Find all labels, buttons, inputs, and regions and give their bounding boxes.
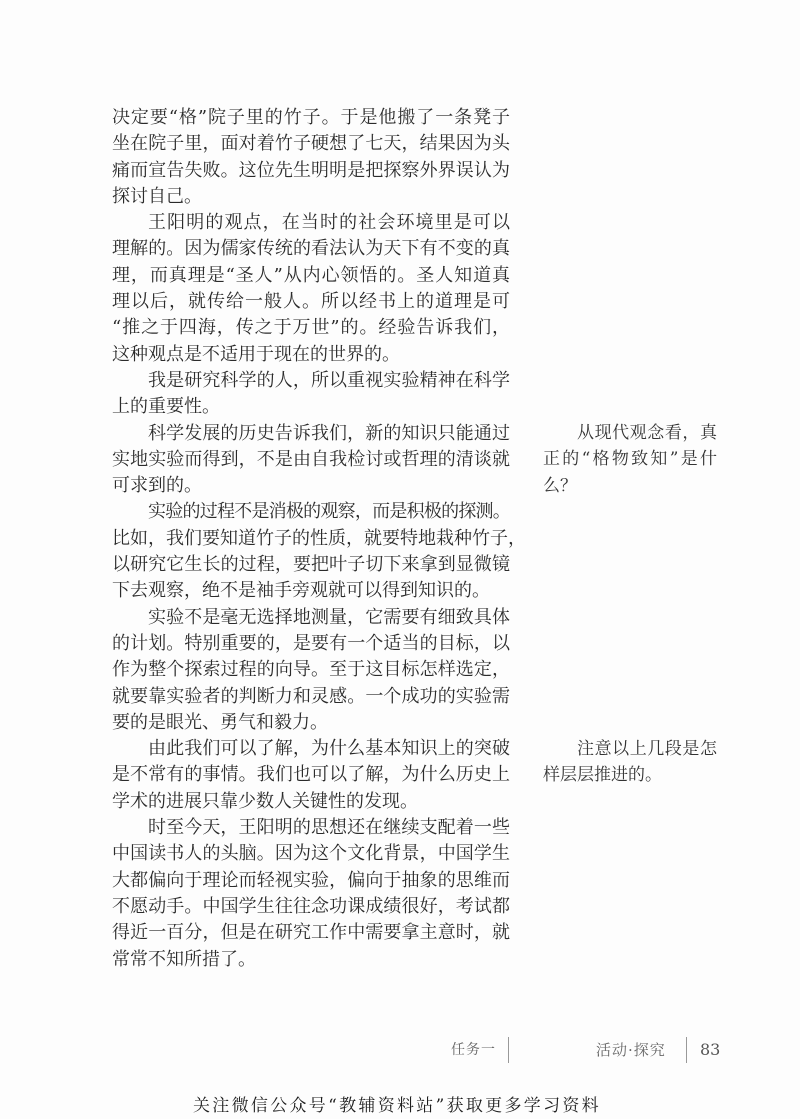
margin-note-question [543, 420, 717, 499]
text-line: 中国读书人的头脑。因为这个文化背景，中国学生 [112, 843, 510, 865]
margin-note-structure [543, 736, 717, 789]
footer-divider [686, 1037, 687, 1063]
text-line: 实验不是毫无选择地测量，它需要有细致具体 [148, 606, 510, 628]
text-line: 由此我们可以了解，为什么基本知识上的突破 [148, 738, 510, 760]
text-line: 可求到的。 [112, 475, 202, 497]
text-line: “推之于四海，传之于万世”的。经验告诉我们， [112, 317, 510, 339]
body-text [112, 105, 526, 973]
text-line: 这种观点是不适用于现在的世界的。 [112, 343, 400, 365]
paragraph-2 [112, 210, 510, 368]
paragraph-4 [112, 421, 510, 500]
bottom-notice: 关注微信公众号“教辅资料站”获取更多学习资料 [193, 1096, 601, 1116]
paragraph-8 [112, 815, 510, 973]
text-line: 我是研究科学的人，所以重视实验精神在科学 [148, 369, 510, 391]
text-line: 实验的过程不是消极的观察，而是积极的探测。 [148, 501, 510, 523]
text-line: 王阳明的观点，在当时的社会环境里是可以 [148, 212, 510, 234]
paragraph-5 [112, 499, 526, 604]
note-line: 注意以上几段是怎 [577, 739, 717, 759]
paragraph-6 [112, 605, 510, 736]
text-line: 常常不知所措了。 [112, 948, 256, 970]
footer-divider [508, 1037, 509, 1063]
text-line: 理，而真理是“圣人”从内心领悟的。圣人知道真 [112, 264, 510, 286]
footer-unit-label: 任务一 [451, 1042, 496, 1058]
paragraph-3 [112, 368, 510, 421]
text-line: 的计划。特别重要的，是要有一个适当的目标，以 [112, 632, 510, 654]
text-line: 得近一百分，但是在研究工作中需要拿主意时，就 [112, 922, 510, 944]
footer-section-label: 活动·探究 [596, 1041, 666, 1059]
text-line: 作为整个探索过程的向导。至于这目标怎样选定， [112, 659, 510, 681]
text-line: 上的重要性。 [112, 396, 220, 418]
text-line: 要的是眼光、勇气和毅力。 [112, 711, 328, 733]
note-line: 正的“格物致知”是什 [543, 449, 717, 470]
text-line: 理以后，就传给一般人。所以经书上的道理是可 [112, 291, 510, 313]
paragraph-7 [112, 736, 510, 815]
text-line: 科学发展的历史告诉我们，新的知识只能通过 [148, 422, 510, 444]
text-line: 是不常有的事情。我们也可以了解，为什么历史上 [112, 764, 510, 786]
text-line: 就要靠实验者的判断力和灵感。一个成功的实验需 [112, 685, 510, 707]
text-line: 实地实验而得到，不是由自我检讨或哲理的清谈就 [112, 448, 510, 470]
text-line: 比如，我们要知道竹子的性质，就要特地栽种竹子， [112, 527, 526, 549]
text-line: 下去观察，绝不是袖手旁观就可以得到知识的。 [112, 580, 490, 602]
text-line: 痛而宣告失败。这位先生明明是把探察外界误认为 [112, 159, 510, 181]
text-line: 以研究它生长的过程，要把叶子切下来拿到显微镜 [112, 554, 510, 576]
paragraph-1 [112, 105, 510, 210]
note-line: 从现代观念看，真 [577, 423, 717, 443]
text-line: 时至今天，王阳明的思想还在继续支配着一些 [148, 817, 510, 839]
page-number: 83 [700, 1040, 721, 1059]
text-line: 理解的。因为儒家传统的看法认为天下有不变的真 [112, 238, 510, 260]
text-line: 大都偏向于理论而轻视实验，偏向于抽象的思维而 [112, 869, 510, 891]
text-line: 探讨自己。 [112, 185, 202, 207]
note-line: 么？ [543, 475, 577, 496]
text-line: 不愿动手。中国学生往往念功课成绩很好，考试都 [112, 895, 510, 917]
text-line: 学术的进展只靠少数人关键性的发现。 [112, 790, 418, 812]
text-line: 坐在院子里，面对着竹子硬想了七天，结果因为头 [112, 133, 510, 155]
note-line: 样层层推进的。 [543, 765, 662, 786]
text-line: 决定要“格”院子里的竹子。于是他搬了一条凳子 [112, 107, 510, 128]
